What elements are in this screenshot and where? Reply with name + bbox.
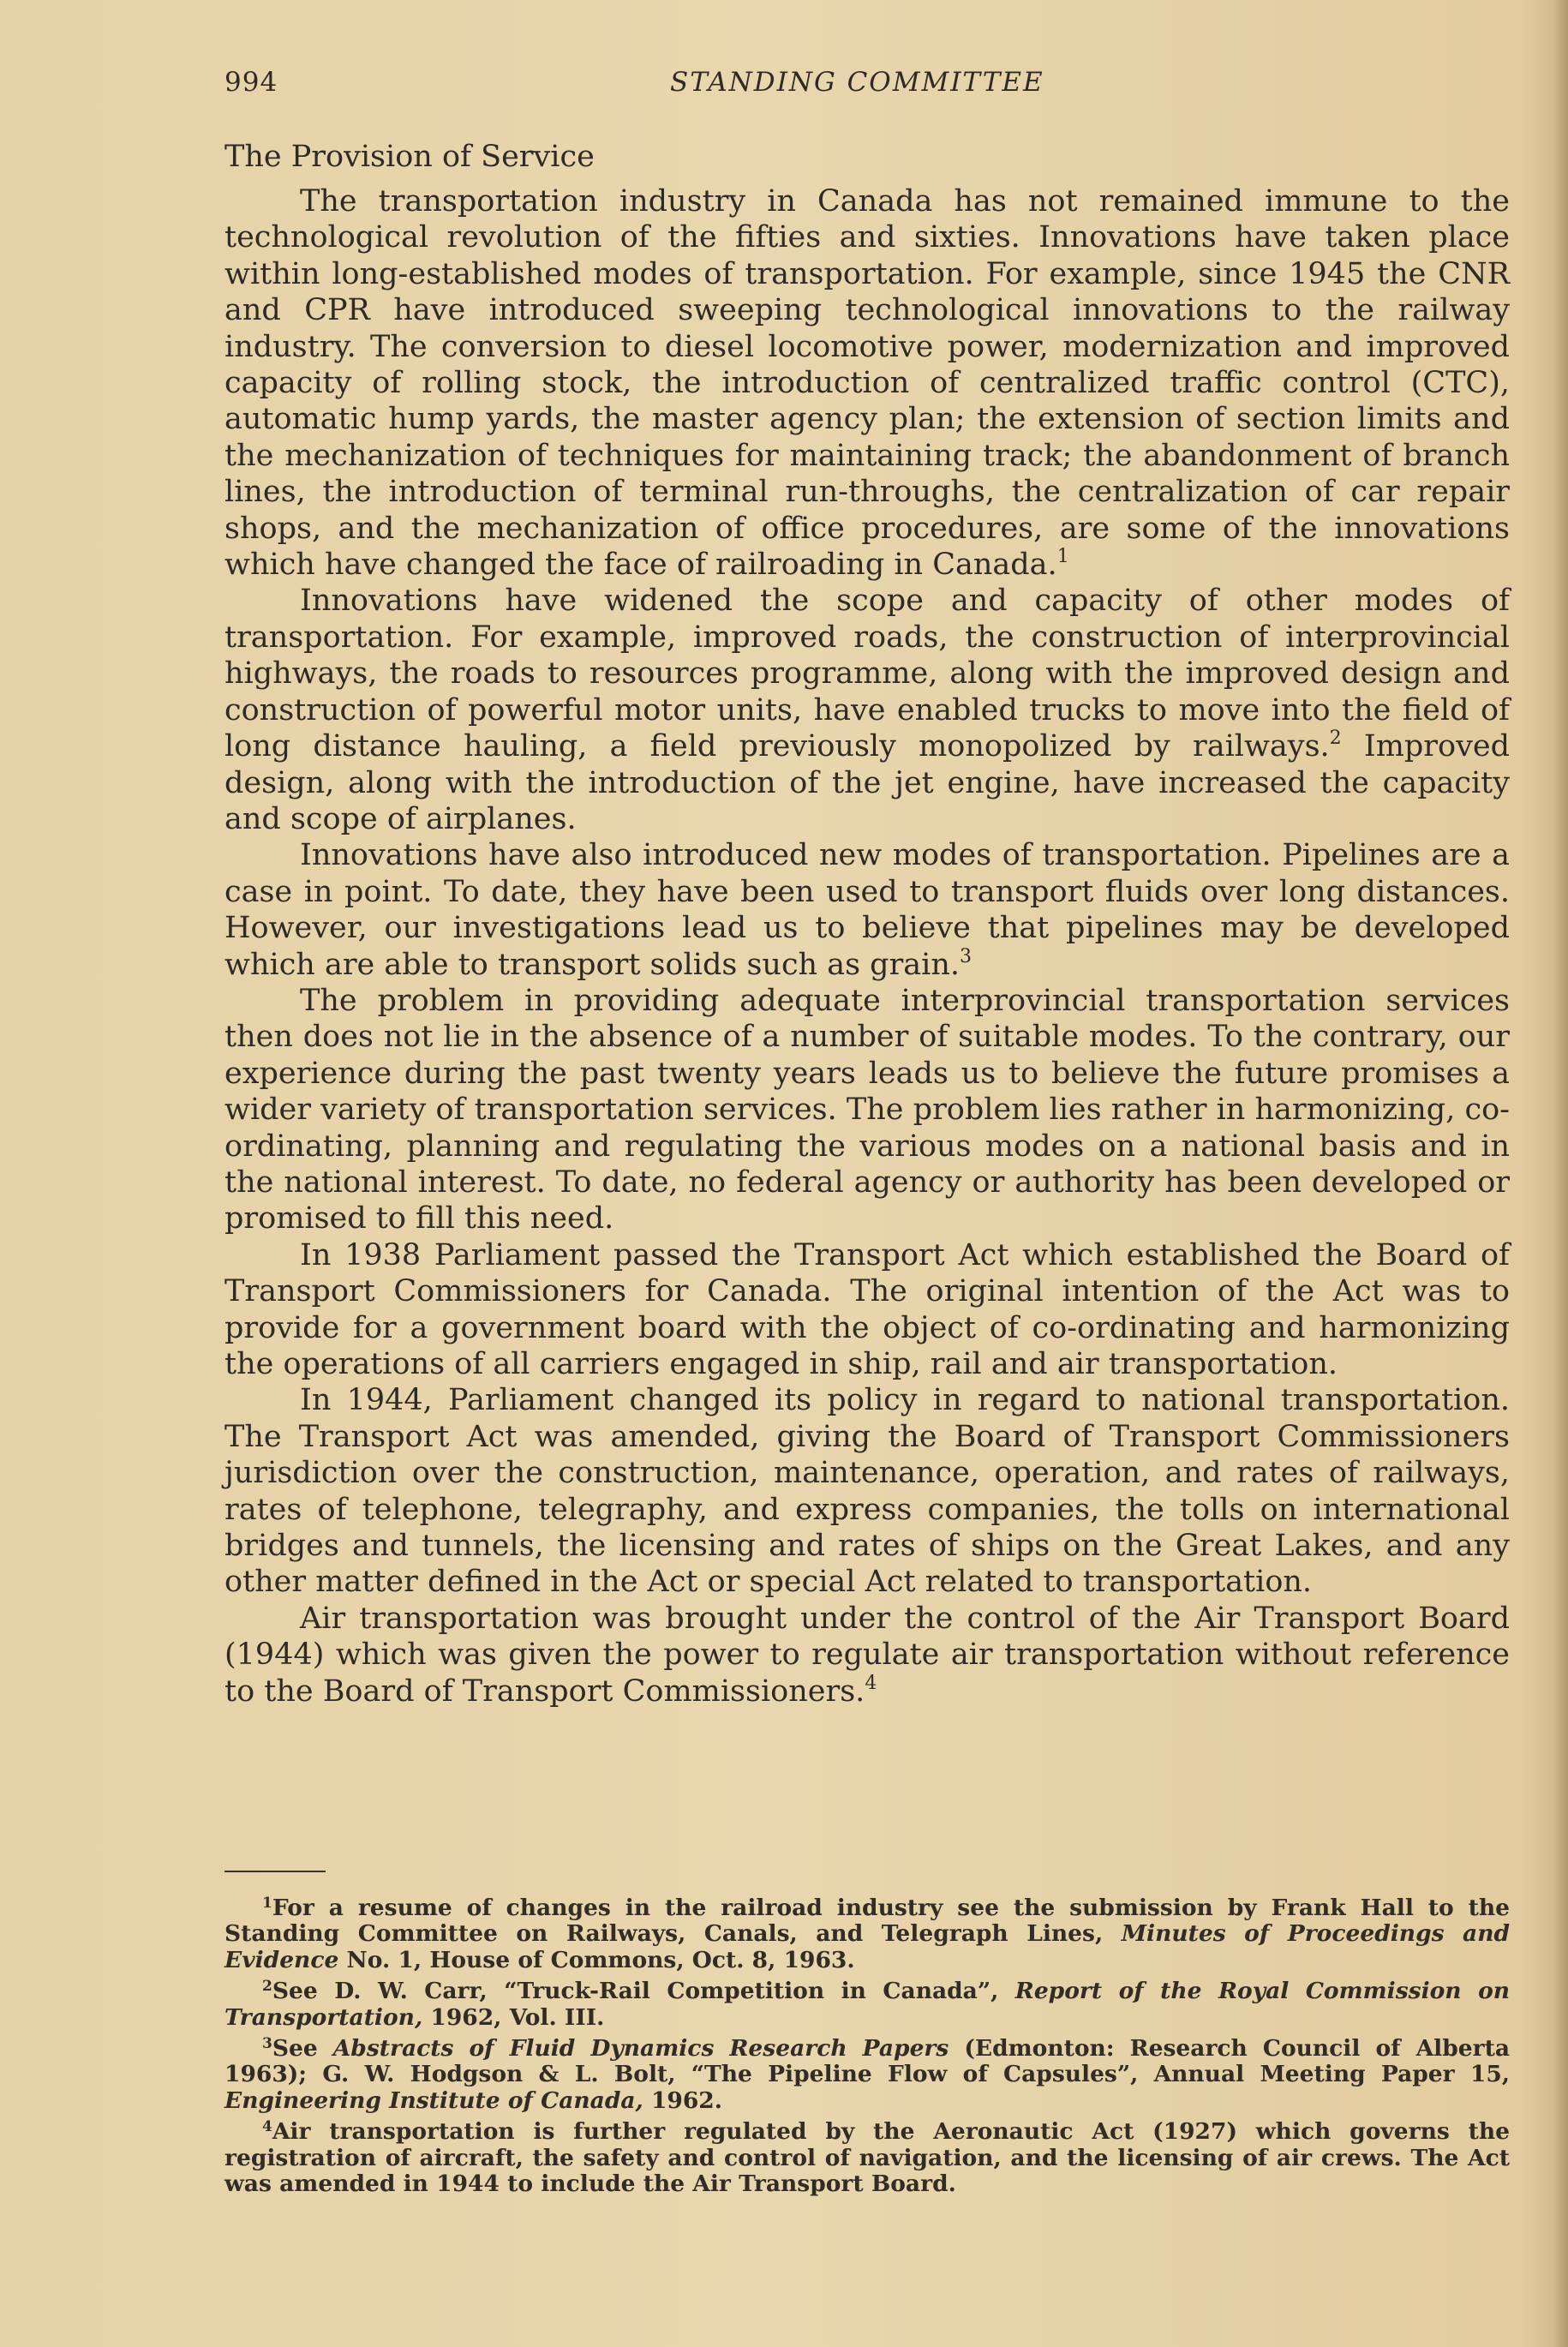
paragraph-3: [224, 837, 1510, 983]
footnote-text: No. 1, House of Commons, Oct. 8, 1963.: [338, 1946, 855, 1973]
footnote-text: (Edmonton: Research Council of Alberta 1963); G. W. Hodgson & L. Bolt, “The Pipeline Flow of Capsules”, Annual Meeting Paper 15,: [224, 2035, 1510, 2088]
footnote-text: 1962, Vol. III.: [422, 2003, 605, 2031]
paragraph-1: [224, 183, 1510, 583]
paragraph-2: [224, 583, 1510, 837]
footnote-ref: 4: [865, 1672, 877, 1694]
footnote-citation: Minutes of Proceedings and Evidence: [224, 1920, 1511, 1973]
footnote-text: For a resume of changes in the railroad industry see the submission by Frank Hall to the Standing Committee on Railways, Canals, and Telegraph Lines,: [224, 1895, 1510, 1948]
footnote-divider: [224, 1871, 326, 1872]
paragraph-text: In 1944, Parliament changed its policy in regard to national transportation. The Transport Act was amended, giving the Board of Transport Commissioners jurisdiction over the construction, maintenance, operation, and rates of railways, rates of telephone, telegraphy, and express companies, the tolls on international bridges and tunnels, the licensing and rates of ships on the Great Lakes, and any other matter defined in the Act or special Act related to transportation.: [224, 1383, 1510, 1600]
footnote-ref: 2: [1329, 727, 1342, 750]
paragraph-text: The transportation industry in Canada has not remained immune to the technological revolution of the fifties and sixties. Innovations have taken place within long-established modes of transportation. For example, since 1945 the CNR and CPR have introduced sweeping technological innovations to the railway industry. The conversion to diesel locomotive power, modernization and improved capacity of rolling stock, the introduction of centralized traffic control (CTC), automatic hump yards, the master agency plan; the extension of section limits and the mechanization of techniques for maintaining track; the abandonment of branch lines, the introduction of terminal run-throughs, the centralization of car repair shops, and the mechanization of office procedures, are some of the innovations which have changed the face of railroading in Canada.: [224, 184, 1510, 583]
paragraph-text: In 1938 Parliament passed the Transport Act which established the Board of Transport Commissioners for Canada. The original intention of the Act was to provide for a government board with the object of co-ordinating and harmonizing the operations of all carriers engaged in ship, rail and air transportation.: [224, 1237, 1510, 1381]
page-edge-shadow: [1553, 0, 1568, 2347]
footnotes: [224, 1895, 1510, 2202]
footnote-2: [224, 1979, 1510, 2031]
footnote-citation: Engineering Institute of Canada,: [224, 2087, 643, 2114]
body-text: [224, 137, 1510, 1709]
footnote-text: Air transportation is further regulated by the Aeronautic Act (1927) which governs the registration of aircraft, the safety and control of navigation, and the licensing of air crews. The Act was amended in 1944 to include the Air Transport Board.: [224, 2118, 1510, 2198]
footnote-text: See D. W. Carr, “Truck-Rail Competition in Canada”,: [272, 1978, 1015, 2005]
footnote-citation: Abstracts of Fluid Dynamics Research Papers: [332, 2035, 949, 2063]
footnote-ref: 1: [1056, 546, 1069, 568]
footnote-3: [224, 2036, 1510, 2114]
footnote-citation: Report of the Royal Commission on Transportation,: [224, 1978, 1511, 2031]
paragraph-5: [224, 1237, 1510, 1383]
paragraph-4: [224, 983, 1510, 1237]
footnote-4: [224, 2119, 1510, 2197]
footnote-mark: 2: [262, 1978, 272, 1996]
paragraph-text: Innovations have widened the scope and capacity of other modes of transportation. For example, improved roads, the construction of interprovincial highways, the roads to resources programme, along with the improved design and construction of powerful motor units, have enabled trucks to move into the field of long distance hauling, a field previously monopolized by railways.: [224, 584, 1510, 764]
footnote-1: [224, 1895, 1510, 1973]
footnote-mark: 4: [262, 2118, 272, 2136]
section-title: The Provision of Service: [224, 140, 595, 174]
paragraph-6: [224, 1382, 1510, 1600]
footnote-ref: 3: [960, 945, 973, 967]
paragraph-text: Air transportation was brought under the control of the Air Transport Board (1944) which was given the power to regulate air transportation without reference to the Board of Transport Commissioners.: [224, 1601, 1510, 1709]
paragraph-text: Innovations have also introduced new modes of transportation. Pipelines are a case in point. To date, they have been used to transport fluids over long distances. However, our investigations lead us to believe that pipelines may be developed which are able to transport solids such as grain.: [224, 838, 1510, 982]
footnote-mark: 3: [262, 2035, 272, 2053]
footnote-mark: 1: [262, 1895, 272, 1912]
paragraph-7: [224, 1601, 1510, 1709]
footnote-text: 1962.: [643, 2087, 722, 2114]
paragraph-text: The problem in providing adequate interprovincial transportation services then does not lie in the absence of a number of suitable modes. To the contrary, our experience during the past twenty years leads us to believe the future promises a wider variety of transportation services. The problem lies rather in harmonizing, co-ordinating, planning and regulating the various modes on a national basis and in the national interest. To date, no federal agency or authority has been developed or promised to fill this need.: [224, 983, 1510, 1236]
running-title: STANDING COMMITTEE: [670, 67, 1044, 98]
paragraph-text: Improved design, along with the introduction of the jet engine, have increased the capacity and scope of airplanes.: [224, 729, 1510, 836]
page-header: [224, 67, 1510, 110]
footnote-text: See: [272, 2035, 333, 2063]
page-number: 994: [224, 67, 278, 98]
